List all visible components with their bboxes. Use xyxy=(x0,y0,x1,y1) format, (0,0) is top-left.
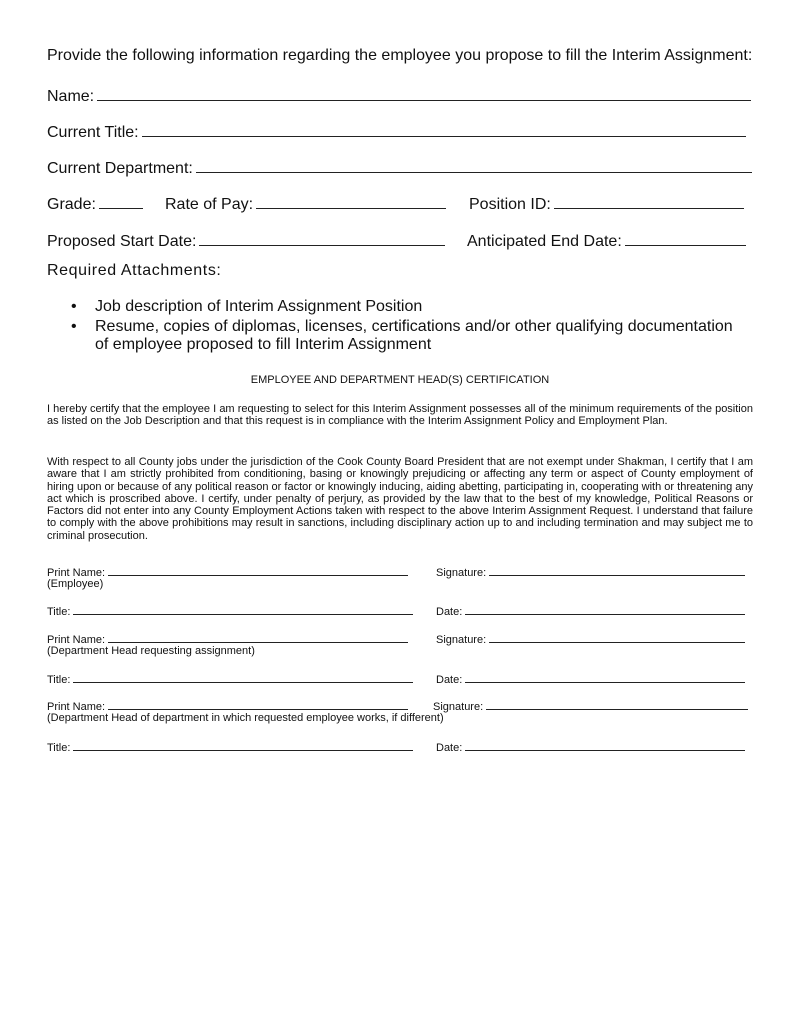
current-department-label: Current Department: xyxy=(47,160,193,177)
other-dept-head-title-line[interactable] xyxy=(73,740,413,751)
signature-label: Signature: xyxy=(433,701,484,713)
certification-heading: EMPLOYEE AND DEPARTMENT HEAD(S) CERTIFICATION xyxy=(250,374,550,386)
list-item xyxy=(47,318,747,354)
rate-of-pay-field-row xyxy=(165,193,446,214)
other-dept-head-date-row xyxy=(436,740,745,754)
name-field-row xyxy=(47,85,751,106)
print-name-label: Print Name: xyxy=(47,701,106,713)
position-id-input-line[interactable] xyxy=(554,193,744,209)
employee-signature-line[interactable] xyxy=(489,565,745,576)
print-name-label: Print Name: xyxy=(47,634,106,646)
anticipated-end-date-label: Anticipated End Date: xyxy=(467,233,622,250)
employee-date-row xyxy=(436,604,745,618)
employee-print-name-row xyxy=(47,565,408,579)
date-label: Date: xyxy=(436,674,463,686)
dept-head-print-name-line[interactable] xyxy=(108,632,408,643)
name-input-line[interactable] xyxy=(97,85,751,101)
other-dept-head-print-name-line[interactable] xyxy=(108,699,408,710)
position-id-label: Position ID: xyxy=(469,196,551,213)
attachments-list xyxy=(47,298,747,356)
dept-head-signature-line[interactable] xyxy=(489,632,745,643)
anticipated-end-date-input-line[interactable] xyxy=(625,230,746,246)
other-dept-head-title-row xyxy=(47,740,413,754)
date-label: Date: xyxy=(436,606,463,618)
dept-head-signature-row xyxy=(436,632,745,646)
employee-title-line[interactable] xyxy=(73,604,413,615)
proposed-start-date-input-line[interactable] xyxy=(199,230,445,246)
proposed-start-date-field-row xyxy=(47,230,445,251)
dept-head-title-line[interactable] xyxy=(73,672,413,683)
bullet-icon: • xyxy=(71,298,77,315)
list-item xyxy=(47,298,747,316)
required-attachments-heading: Required Attachments: xyxy=(47,262,222,279)
attachment-item-text: Resume, copies of diplomas, licenses, certifications and/or other qualifying documentation of employee proposed to fill Interim Assignment xyxy=(95,318,733,353)
grade-label: Grade: xyxy=(47,196,96,213)
other-dept-head-signature-line[interactable] xyxy=(486,699,748,710)
title-label: Title: xyxy=(47,606,71,618)
grade-input-line[interactable] xyxy=(99,193,143,209)
title-label: Title: xyxy=(47,674,71,686)
signature-label: Signature: xyxy=(436,634,487,646)
anticipated-end-date-field-row xyxy=(467,230,746,251)
current-title-label: Current Title: xyxy=(47,124,139,141)
position-id-field-row xyxy=(469,193,744,214)
dept-head-date-line[interactable] xyxy=(465,672,745,683)
rate-of-pay-input-line[interactable] xyxy=(256,193,446,209)
print-name-label: Print Name: xyxy=(47,567,106,579)
dept-head-title-row xyxy=(47,672,413,686)
employee-signature-row xyxy=(436,565,745,579)
other-dept-head-caption: (Department Head of department in which requested employee works, if different) xyxy=(47,712,444,724)
dept-head-caption: (Department Head requesting assignment) xyxy=(47,645,255,657)
bullet-icon: • xyxy=(71,318,77,335)
employee-date-line[interactable] xyxy=(465,604,745,615)
attachment-item-text: Job description of Interim Assignment Position xyxy=(95,298,423,315)
title-label: Title: xyxy=(47,742,71,754)
name-label: Name: xyxy=(47,88,95,105)
dept-head-date-row xyxy=(436,672,745,686)
current-title-input-line[interactable] xyxy=(142,121,746,137)
certification-paragraph-2: With respect to all County jobs under the jurisdiction of the Cook County Board President that are not exempt under Shakman, I certify that I am aware that I am strictly prohibited from conditioning, basing or knowingly prejudicing or affecting any term or aspect of County employment of hiring upon or because of any political reason or factor or knowingly inducing, aiding abetting, participating in, cooperating with or threatening any act which is proscribed above. I certify, under penalty of perjury, as provided by the law that to the best of my knowledge, Political Reasons or Factors did not enter into any County Employment Actions taken with respect to the above Interim Assignment Request. I understand that failure to comply with the above prohibitions may result in sanctions, including disciplinary action up to and including termination and may subject me to criminal prosecution. xyxy=(47,456,753,542)
employee-print-name-line[interactable] xyxy=(108,565,408,576)
proposed-start-date-label: Proposed Start Date: xyxy=(47,233,197,250)
certification-paragraph-1: I hereby certify that the employee I am requesting to select for this Interim Assignment possesses all of the minimum requirements of the position as listed on the Job Description and that this request is in compliance with the Interim Assignment Policy and Employment Plan. xyxy=(47,403,753,428)
grade-field-row xyxy=(47,193,143,214)
intro-text: Provide the following information regarding the employee you propose to fill the Interim Assignment: xyxy=(47,47,753,64)
employee-caption: (Employee) xyxy=(47,578,104,590)
signature-label: Signature: xyxy=(436,567,487,579)
other-dept-head-print-name-row xyxy=(47,699,408,713)
current-title-field-row xyxy=(47,121,746,142)
current-department-input-line[interactable] xyxy=(196,157,752,173)
employee-title-row xyxy=(47,604,413,618)
other-dept-head-date-line[interactable] xyxy=(465,740,745,751)
other-dept-head-signature-row xyxy=(433,699,748,713)
rate-of-pay-label: Rate of Pay: xyxy=(165,196,254,213)
dept-head-print-name-row xyxy=(47,632,408,646)
current-department-field-row xyxy=(47,157,752,178)
date-label: Date: xyxy=(436,742,463,754)
